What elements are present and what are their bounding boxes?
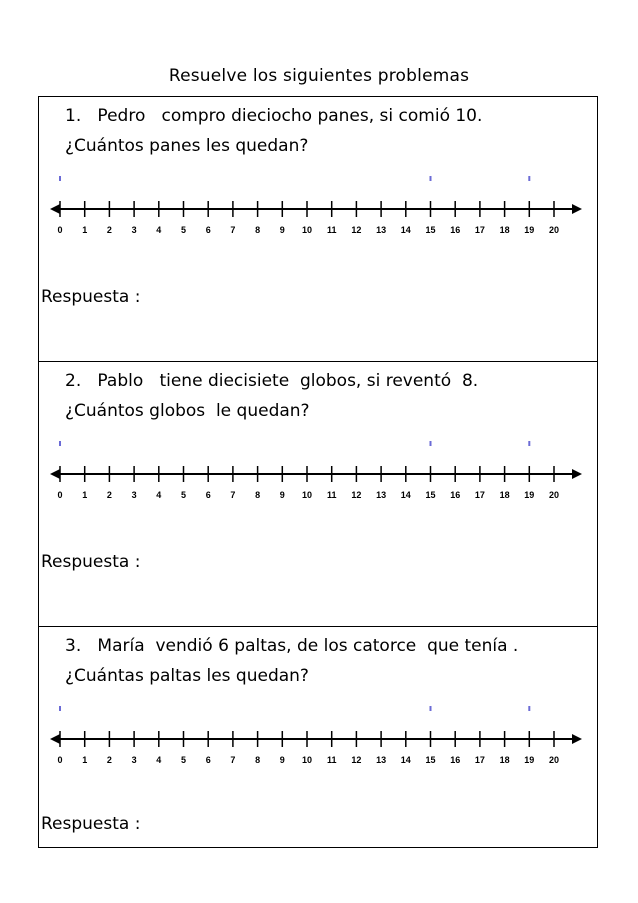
tick-label: 11 xyxy=(326,490,337,500)
tick-label: 1 xyxy=(82,755,88,765)
right-arrow-icon xyxy=(572,469,582,479)
marker-tick xyxy=(59,176,61,181)
tick-label: 9 xyxy=(279,755,285,765)
tick-label: 14 xyxy=(400,225,411,235)
problem-statement: 3. María vendió 6 paltas, de los catorce que tenía . xyxy=(65,636,519,656)
tick-label: 3 xyxy=(131,755,137,765)
tick-label: 0 xyxy=(57,755,63,765)
tick-label: 8 xyxy=(255,225,261,235)
left-arrow-icon xyxy=(50,734,60,744)
tick-label: 20 xyxy=(548,490,560,500)
tick-label: 1 xyxy=(82,490,88,500)
tick-label: 10 xyxy=(301,490,313,500)
tick-label: 10 xyxy=(301,225,313,235)
tick-label: 2 xyxy=(106,755,112,765)
tick-label: 17 xyxy=(474,225,485,235)
left-arrow-icon xyxy=(50,469,60,479)
tick-label: 2 xyxy=(106,225,112,235)
tick-label: 9 xyxy=(279,490,285,500)
problem-question: ¿Cuántos panes les quedan? xyxy=(65,136,309,156)
tick-label: 7 xyxy=(230,490,236,500)
problem-2 xyxy=(39,362,597,627)
tick-label: 4 xyxy=(156,490,162,500)
tick-label: 8 xyxy=(255,490,261,500)
marker-tick xyxy=(430,176,432,181)
tick-label: 7 xyxy=(230,225,236,235)
tick-label: 12 xyxy=(351,225,362,235)
marker-tick xyxy=(528,706,530,711)
tick-label: 16 xyxy=(450,225,461,235)
tick-label: 0 xyxy=(57,225,63,235)
tick-label: 18 xyxy=(499,490,510,500)
tick-label: 15 xyxy=(425,490,436,500)
tick-label: 8 xyxy=(255,755,261,765)
tick-label: 15 xyxy=(425,225,436,235)
tick-label: 1 xyxy=(82,225,88,235)
tick-label: 5 xyxy=(180,490,187,500)
tick-label: 11 xyxy=(326,225,337,235)
tick-label: 14 xyxy=(400,755,411,765)
answer-label: Respuesta : xyxy=(41,552,141,572)
tick-label: 6 xyxy=(205,755,211,765)
tick-label: 20 xyxy=(548,225,560,235)
right-arrow-icon xyxy=(572,734,582,744)
worksheet-title: Resuelve los siguientes problemas xyxy=(168,66,470,86)
tick-label: 16 xyxy=(450,755,461,765)
tick-label: 3 xyxy=(131,225,137,235)
tick-label: 0 xyxy=(57,490,63,500)
marker-tick xyxy=(430,706,432,711)
tick-label: 15 xyxy=(425,755,436,765)
tick-label: 13 xyxy=(376,490,387,500)
tick-label: 6 xyxy=(205,490,211,500)
tick-label: 10 xyxy=(301,755,313,765)
marker-tick xyxy=(528,441,530,446)
problems-table xyxy=(38,96,598,848)
number-line xyxy=(49,705,589,769)
marker-tick xyxy=(59,441,61,446)
tick-label: 7 xyxy=(230,755,236,765)
tick-label: 20 xyxy=(548,755,560,765)
tick-label: 3 xyxy=(131,490,137,500)
tick-label: 17 xyxy=(474,490,485,500)
tick-label: 5 xyxy=(180,225,187,235)
answer-label: Respuesta : xyxy=(41,287,141,307)
tick-label: 5 xyxy=(180,755,187,765)
number-line xyxy=(49,440,589,504)
tick-label: 9 xyxy=(279,225,285,235)
marker-tick xyxy=(528,176,530,181)
tick-label: 18 xyxy=(499,225,510,235)
problem-question: ¿Cuántas paltas les quedan? xyxy=(65,666,309,686)
tick-label: 16 xyxy=(450,490,461,500)
tick-label: 4 xyxy=(156,755,162,765)
problem-statement: 1. Pedro compro dieciocho panes, si comió 10. xyxy=(65,106,483,126)
problem-1 xyxy=(39,97,597,362)
problem-3 xyxy=(39,627,597,847)
tick-label: 6 xyxy=(205,225,211,235)
answer-label: Respuesta : xyxy=(41,814,141,834)
tick-label: 4 xyxy=(156,225,162,235)
right-arrow-icon xyxy=(572,204,582,214)
tick-label: 12 xyxy=(351,490,362,500)
problem-question: ¿Cuántos globos le quedan? xyxy=(65,401,310,421)
tick-label: 18 xyxy=(499,755,510,765)
marker-tick xyxy=(59,706,61,711)
tick-label: 14 xyxy=(400,490,411,500)
tick-label: 13 xyxy=(376,755,387,765)
number-line xyxy=(49,175,589,239)
left-arrow-icon xyxy=(50,204,60,214)
problem-statement: 2. Pablo tiene diecisiete globos, si reventó 8. xyxy=(65,371,479,391)
tick-label: 13 xyxy=(376,225,387,235)
tick-label: 11 xyxy=(326,755,337,765)
tick-label: 19 xyxy=(524,225,535,235)
tick-label: 19 xyxy=(524,490,535,500)
tick-label: 19 xyxy=(524,755,535,765)
tick-label: 12 xyxy=(351,755,362,765)
marker-tick xyxy=(430,441,432,446)
tick-label: 17 xyxy=(474,755,485,765)
tick-label: 2 xyxy=(106,490,112,500)
